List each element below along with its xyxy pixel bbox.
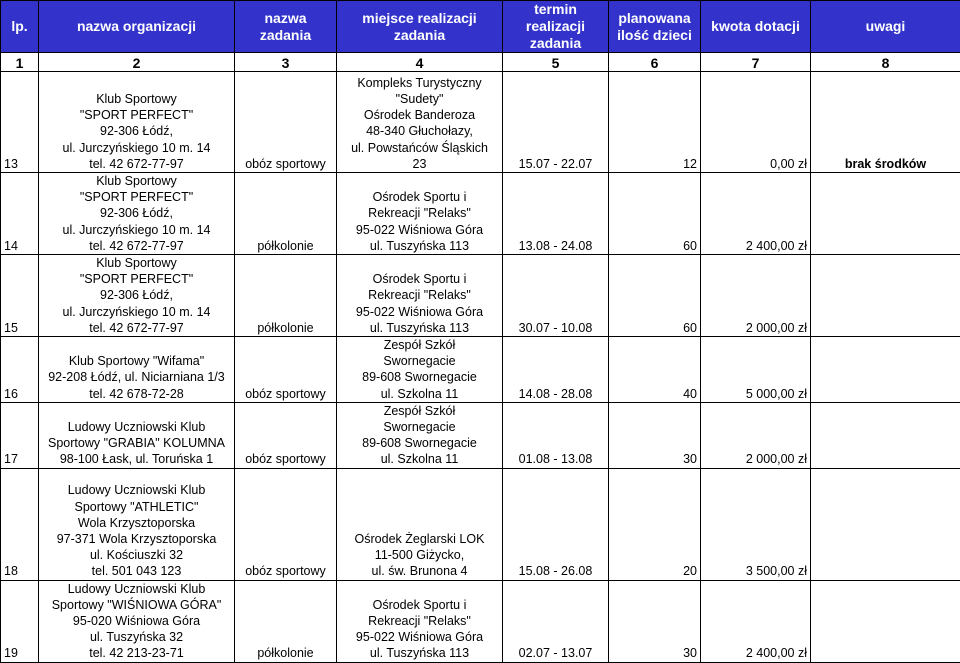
cell-kids: 20 xyxy=(609,468,701,580)
column-number: 4 xyxy=(337,53,503,72)
cell-organization: Klub Sportowy "SPORT PERFECT" 92-306 Łódź, ul. Jurczyńskiego 10 m. 14 tel. 42 672-77-97 xyxy=(39,255,235,337)
cell-amount: 2 000,00 zł xyxy=(701,255,811,337)
cell-notes xyxy=(811,468,960,580)
header-place: miejsce realizacji zadania xyxy=(337,1,503,53)
header-notes: uwagi xyxy=(811,1,960,53)
cell-term: 30.07 - 10.08 xyxy=(503,255,609,337)
header-kids: planowana ilość dzieci xyxy=(609,1,701,53)
cell-place: Kompleks Turystyczny "Sudety" Ośrodek Banderoza 48-340 Głuchołazy, ul. Powstańców Śląskich 23 xyxy=(337,72,503,173)
cell-term: 01.08 - 13.08 xyxy=(503,402,609,468)
column-number: 8 xyxy=(811,53,960,72)
cell-task: obóz sportowy xyxy=(235,402,337,468)
cell-notes xyxy=(811,337,960,403)
header-amount: kwota dotacji xyxy=(701,1,811,53)
cell-kids: 40 xyxy=(609,337,701,403)
cell-term: 13.08 - 24.08 xyxy=(503,173,609,255)
cell-notes xyxy=(811,255,960,337)
cell-lp: 16 xyxy=(1,337,39,403)
cell-amount: 2 400,00 zł xyxy=(701,580,811,662)
cell-kids: 60 xyxy=(609,255,701,337)
column-number: 6 xyxy=(609,53,701,72)
cell-organization: Klub Sportowy "Wifama" 92-208 Łódź, ul. Niciarniana 1/3 tel. 42 678-72-28 xyxy=(39,337,235,403)
cell-amount: 2 400,00 zł xyxy=(701,173,811,255)
cell-organization: Klub Sportowy "SPORT PERFECT" 92-306 Łódź, ul. Jurczyńskiego 10 m. 14 tel. 42 672-77-97 xyxy=(39,173,235,255)
table-row xyxy=(1,173,960,255)
cell-notes xyxy=(811,402,960,468)
cell-place: Zespół Szkół Swornegacie 89-608 Swornegacie ul. Szkolna 11 xyxy=(337,402,503,468)
cell-kids: 12 xyxy=(609,72,701,173)
cell-kids: 30 xyxy=(609,402,701,468)
cell-kids: 30 xyxy=(609,580,701,662)
cell-lp: 19 xyxy=(1,580,39,662)
cell-place: Zespół Szkół Swornegacie 89-608 Swornegacie ul. Szkolna 11 xyxy=(337,337,503,403)
cell-term: 14.08 - 28.08 xyxy=(503,337,609,403)
column-number: 1 xyxy=(1,53,39,72)
cell-place: Ośrodek Sportu i Rekreacji "Relaks" 95-022 Wiśniowa Góra ul. Tuszyńska 113 xyxy=(337,580,503,662)
table-row xyxy=(1,402,960,468)
cell-lp: 17 xyxy=(1,402,39,468)
cell-notes: brak środków xyxy=(811,72,960,173)
header-lp: lp. xyxy=(1,1,39,53)
cell-amount: 2 000,00 zł xyxy=(701,402,811,468)
cell-task: obóz sportowy xyxy=(235,337,337,403)
cell-organization: Ludowy Uczniowski Klub Sportowy "ATHLETIC" Wola Krzysztoporska 97-371 Wola Krzysztoporska ul. Kościuszki 32 tel. 501 043 123 xyxy=(39,468,235,580)
cell-amount: 3 500,00 zł xyxy=(701,468,811,580)
cell-kids: 60 xyxy=(609,173,701,255)
cell-place: Ośrodek Sportu i Rekreacji "Relaks" 95-022 Wiśniowa Góra ul. Tuszyńska 113 xyxy=(337,173,503,255)
cell-lp: 13 xyxy=(1,72,39,173)
cell-task: półkolonie xyxy=(235,255,337,337)
column-number-row xyxy=(1,53,960,72)
cell-notes xyxy=(811,173,960,255)
header-task: nazwa zadania xyxy=(235,1,337,53)
cell-organization: Klub Sportowy "SPORT PERFECT" 92-306 Łódź, ul. Jurczyńskiego 10 m. 14 tel. 42 672-77-97 xyxy=(39,72,235,173)
table-row xyxy=(1,337,960,403)
cell-task: obóz sportowy xyxy=(235,468,337,580)
cell-lp: 18 xyxy=(1,468,39,580)
cell-term: 15.07 - 22.07 xyxy=(503,72,609,173)
table-row xyxy=(1,468,960,580)
cell-place: Ośrodek Żeglarski LOK 11-500 Giżycko, ul. św. Brunona 4 xyxy=(337,468,503,580)
column-number: 7 xyxy=(701,53,811,72)
cell-task: półkolonie xyxy=(235,173,337,255)
header-row xyxy=(1,1,960,53)
cell-lp: 14 xyxy=(1,173,39,255)
column-number: 2 xyxy=(39,53,235,72)
cell-place: Ośrodek Sportu i Rekreacji "Relaks" 95-022 Wiśniowa Góra ul. Tuszyńska 113 xyxy=(337,255,503,337)
cell-term: 15.08 - 26.08 xyxy=(503,468,609,580)
cell-term: 02.07 - 13.07 xyxy=(503,580,609,662)
cell-amount: 5 000,00 zł xyxy=(701,337,811,403)
header-term: termin realizacji zadania xyxy=(503,1,609,53)
cell-notes xyxy=(811,580,960,662)
header-org: nazwa organizacji xyxy=(39,1,235,53)
table-row xyxy=(1,255,960,337)
cell-lp: 15 xyxy=(1,255,39,337)
table-row xyxy=(1,72,960,173)
cell-task: półkolonie xyxy=(235,580,337,662)
cell-amount: 0,00 zł xyxy=(701,72,811,173)
column-number: 5 xyxy=(503,53,609,72)
cell-organization: Ludowy Uczniowski Klub Sportowy "GRABIA" KOLUMNA 98-100 Łask, ul. Toruńska 1 xyxy=(39,402,235,468)
column-number: 3 xyxy=(235,53,337,72)
cell-organization: Ludowy Uczniowski Klub Sportowy "WIŚNIOWA GÓRA" 95-020 Wiśniowa Góra ul. Tuszyńska 32 tel. 42 213-23-71 xyxy=(39,580,235,662)
cell-task: obóz sportowy xyxy=(235,72,337,173)
table-row xyxy=(1,580,960,662)
